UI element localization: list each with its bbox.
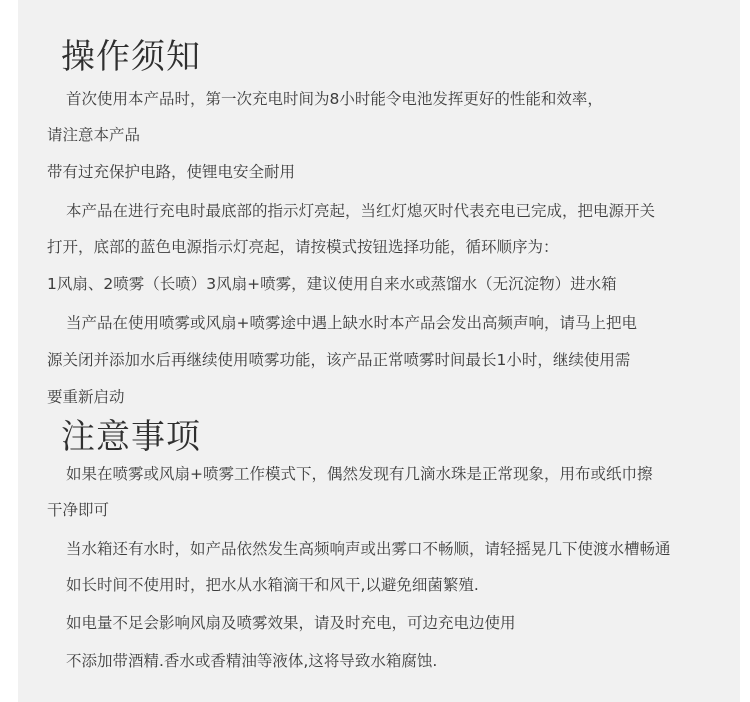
operation-line: 打开，底部的蓝色电源指示灯亮起，请按模式按钮选择功能，循环顺序为： — [47, 238, 559, 256]
operation-line: 源关闭并添加水后再继续使用喷雾功能，该产品正常喷雾时间最长1小时，继续使用需 — [47, 351, 631, 369]
operation-line: 请注意本产品 — [47, 126, 141, 144]
notes-line: 如长时间不使用时，把水从水箱滴干和风干,以避免细菌繁殖. — [66, 576, 479, 594]
notes-line: 如果在喷雾或风扇+喷雾工作模式下，偶然发现有几滴水珠是正常现象，用布或纸巾擦 — [66, 465, 653, 483]
operation-line: 首次使用本产品时，第一次充电时间为8小时能令电池发挥更好的性能和效率， — [66, 90, 603, 108]
notes-line: 不添加带酒精.香水或香精油等液体,这将导致水箱腐蚀. — [66, 652, 438, 670]
operation-line: 要重新启动 — [47, 388, 125, 406]
notes-line: 当水箱还有水时，如产品依然发生高频响声或出雾口不畅顺，请轻摇晃几下使渡水槽畅通 — [66, 540, 671, 558]
notes-line: 干净即可 — [47, 501, 110, 519]
section-title-notes: 注意事项 — [61, 417, 201, 457]
operation-line: 当产品在使用喷雾或风扇+喷雾途中遇上缺水时本产品会发出高频声响，请马上把电 — [66, 314, 637, 332]
content-panel — [18, 0, 740, 702]
section-title-operation: 操作须知 — [61, 37, 201, 77]
notes-line: 如电量不足会影响风扇及喷雾效果，请及时充电，可边充电边使用 — [66, 614, 516, 632]
operation-line: 本产品在进行充电时最底部的指示灯亮起，当红灯熄灭时代表充电已完成，把电源开关 — [66, 202, 656, 220]
operation-line: 带有过充保护电路，使锂电安全耐用 — [47, 163, 296, 181]
operation-line: 1风扇、2喷雾（长喷）3风扇+喷雾，建议使用自来水或蒸馏水（无沉淀物）进水箱 — [47, 275, 617, 293]
